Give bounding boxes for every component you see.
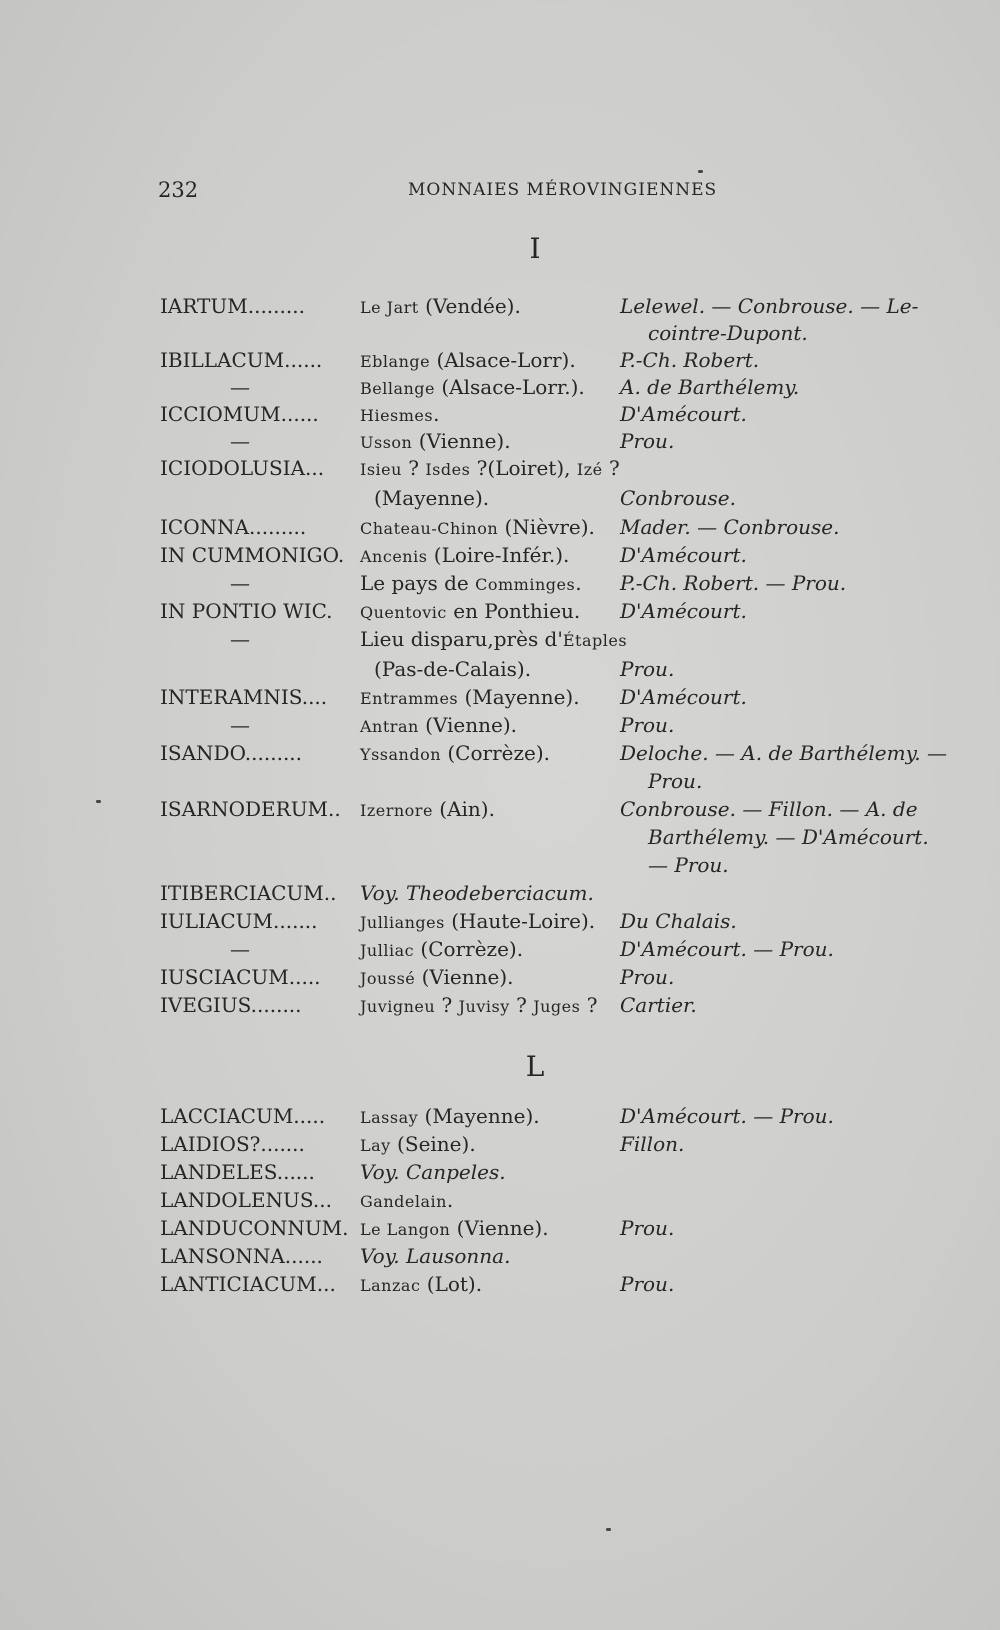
latin-name: ISANDO......... xyxy=(160,741,303,765)
section-heading-i: I xyxy=(529,232,541,265)
latin-name: IVEGIUS........ xyxy=(160,993,302,1017)
latin-name: ICCIOMUM...... xyxy=(160,402,319,426)
cross-reference: Voy. Lausonna. xyxy=(360,1244,511,1268)
place-text: Lieu disparu,près d' xyxy=(360,627,563,651)
place-text: (Alsace-Lorr.). xyxy=(435,375,585,399)
small-caps-name: Lassay xyxy=(360,1108,419,1127)
small-caps-name: Joussé xyxy=(360,969,416,988)
latin-name: IARTUM......... xyxy=(160,294,305,318)
latin-name: — xyxy=(230,713,250,737)
latin-name: IBILLACUM...... xyxy=(160,348,323,372)
references: D'Amécourt. — Prou. xyxy=(620,937,834,961)
place-text: (Vendée). xyxy=(418,294,521,318)
place-name xyxy=(360,1158,506,1186)
small-caps-name: Jullianges xyxy=(360,913,445,932)
references: D'Amécourt. xyxy=(620,402,747,426)
place-text: (Ain). xyxy=(432,797,495,821)
small-caps-name: Bellange xyxy=(360,379,436,398)
latin-name: IN CUMMONIGO. xyxy=(160,543,345,567)
entry-row xyxy=(0,1270,1000,1304)
references: Prou. xyxy=(648,769,703,793)
latin-name: IN PONTIO WIC. xyxy=(160,599,333,623)
latin-name: IUSCIACUM..... xyxy=(160,965,321,989)
place-text: (Vienne). xyxy=(418,713,518,737)
entry-row xyxy=(0,991,1000,1025)
small-caps-name: Chateau-Chinon xyxy=(360,519,499,538)
place-text: (Haute-Loire). xyxy=(444,909,596,933)
running-title: MONNAIES MÉROVINGIENNES xyxy=(408,180,718,200)
small-caps-name: Izé xyxy=(576,460,603,479)
references: D'Amécourt. xyxy=(620,599,747,623)
place-name xyxy=(360,1214,549,1244)
place-name xyxy=(360,711,517,741)
place-name xyxy=(360,935,523,965)
references: Du Chalais. xyxy=(620,909,737,933)
place-name: (Mayenne). xyxy=(374,486,490,510)
small-caps-name: Le Langon xyxy=(360,1220,451,1239)
place-name xyxy=(360,400,439,430)
small-caps-name: Isieu xyxy=(360,460,402,479)
paper-speck xyxy=(96,800,101,803)
small-caps-name: Quentovic xyxy=(360,603,447,622)
place-text: ? xyxy=(401,456,426,480)
place-name xyxy=(360,739,550,769)
small-caps-name: Yssandon xyxy=(360,745,442,764)
place-name: (Pas-de-Calais). xyxy=(374,657,532,681)
place-text: Le pays de xyxy=(360,571,476,595)
references: Prou. xyxy=(620,429,675,453)
latin-name: IULIACUM....... xyxy=(160,909,318,933)
place-text: (Loire-Infér.). xyxy=(427,543,570,567)
page-header xyxy=(158,178,718,208)
references: P.-Ch. Robert. xyxy=(620,348,760,372)
place-name xyxy=(360,513,595,543)
references: Prou. xyxy=(620,1216,675,1240)
references: P.-Ch. Robert. — Prou. xyxy=(620,571,847,595)
latin-name: INTERAMNIS.... xyxy=(160,685,328,709)
latin-name: — xyxy=(230,375,250,399)
place-name xyxy=(360,795,495,825)
place-name xyxy=(360,454,620,484)
place-text: (Vienne). xyxy=(450,1216,549,1240)
place-name xyxy=(360,991,597,1021)
references: — Prou. xyxy=(648,853,729,877)
place-name xyxy=(360,597,580,627)
small-caps-name: Hiesmes xyxy=(360,406,434,425)
references: D'Amécourt. xyxy=(620,543,747,567)
small-caps-name: Isdes xyxy=(425,460,471,479)
place-text: (Nièvre). xyxy=(498,515,595,539)
small-caps-name: Gandelain xyxy=(360,1192,447,1211)
references: Fillon. xyxy=(620,1132,685,1156)
place-name xyxy=(360,1186,453,1216)
references: Conbrouse. xyxy=(620,486,736,510)
place-name xyxy=(360,1130,476,1160)
small-caps-name: Eblange xyxy=(360,352,431,371)
latin-name: — xyxy=(230,937,250,961)
place-text: ? xyxy=(580,993,598,1017)
references: D'Amécourt. — Prou. xyxy=(620,1104,834,1128)
place-name xyxy=(360,373,585,403)
paper-speck xyxy=(698,170,703,173)
place-name xyxy=(360,963,514,993)
references: Mader. — Conbrouse. xyxy=(620,515,840,539)
latin-name: ICONNA......... xyxy=(160,515,307,539)
references: Prou. xyxy=(620,713,675,737)
place-text: (Corrèze). xyxy=(441,741,551,765)
paper-speck xyxy=(606,1528,611,1531)
small-caps-name: Antran xyxy=(360,717,419,736)
page-number: 232 xyxy=(158,178,199,202)
references: Barthélemy. — D'Amécourt. xyxy=(648,825,929,849)
latin-name: — xyxy=(230,429,250,453)
place-name xyxy=(360,569,582,599)
place-name xyxy=(360,1102,540,1132)
place-text: (Seine). xyxy=(390,1132,476,1156)
place-text: . xyxy=(575,571,582,595)
references: A. de Barthélemy. xyxy=(620,375,800,399)
cross-reference: Voy. Canpeles. xyxy=(360,1160,506,1184)
place-text: (Vienne). xyxy=(412,429,511,453)
place-name xyxy=(360,625,627,655)
entry-row xyxy=(0,625,1000,659)
place-text: ? xyxy=(509,993,534,1017)
references: cointre-Dupont. xyxy=(648,321,808,345)
place-name xyxy=(360,907,595,937)
entry-row xyxy=(0,454,1000,488)
place-text: . xyxy=(446,1188,454,1212)
latin-name: LAIDIOS?....... xyxy=(160,1132,305,1156)
latin-name: LANDELES...... xyxy=(160,1160,315,1184)
place-name xyxy=(360,541,569,571)
small-caps-name: Lay xyxy=(360,1136,391,1155)
place-name xyxy=(360,1242,510,1270)
latin-name: LANDOLENUS... xyxy=(160,1188,332,1212)
latin-name: LANDUCONNUM. xyxy=(160,1216,349,1240)
latin-name: — xyxy=(230,627,250,651)
place-text: (Lot). xyxy=(420,1272,483,1296)
small-caps-name: Ancenis xyxy=(360,547,428,566)
small-caps-name: Étaples xyxy=(562,631,628,650)
small-caps-name: Julliac xyxy=(360,941,415,960)
section-heading-l: L xyxy=(525,1050,545,1083)
small-caps-name: Juvigneu xyxy=(360,997,436,1016)
small-caps-name: Izernore xyxy=(360,801,433,820)
place-text: ? xyxy=(602,456,620,480)
references: Prou. xyxy=(620,1272,675,1296)
place-text: (Mayenne). xyxy=(418,1104,540,1128)
references: Prou. xyxy=(620,657,675,681)
place-text: (Mayenne). xyxy=(458,685,580,709)
small-caps-name: Usson xyxy=(360,433,413,452)
latin-name: — xyxy=(230,571,250,595)
references: Deloche. — A. de Barthélemy. — xyxy=(620,741,947,765)
place-name xyxy=(360,879,594,907)
place-name xyxy=(360,346,576,376)
place-text: ?(Loiret), xyxy=(470,456,577,480)
place-name xyxy=(360,427,511,457)
latin-name: ICIODOLUSIA... xyxy=(160,456,325,480)
place-text: en Ponthieu. xyxy=(446,599,581,623)
references: Cartier. xyxy=(620,993,697,1017)
latin-name: ITIBERCIACUM.. xyxy=(160,881,337,905)
place-name xyxy=(360,1270,482,1300)
place-text: (Vienne). xyxy=(415,965,514,989)
place-text: (Corrèze). xyxy=(414,937,524,961)
latin-name: LANTICIACUM... xyxy=(160,1272,336,1296)
references: Lelewel. — Conbrouse. — Le- xyxy=(620,294,919,318)
small-caps-name: Comminges xyxy=(475,575,576,594)
latin-name: LACCIACUM..... xyxy=(160,1104,326,1128)
references: Prou. xyxy=(620,965,675,989)
latin-name: LANSONNA...... xyxy=(160,1244,323,1268)
place-text: ? xyxy=(435,993,459,1017)
latin-name: ISARNODERUM.. xyxy=(160,797,341,821)
small-caps-name: Juges xyxy=(533,997,581,1016)
small-caps-name: Entrammes xyxy=(360,689,459,708)
references: D'Amécourt. xyxy=(620,685,747,709)
small-caps-name: Le Jart xyxy=(360,298,419,317)
place-text: . xyxy=(433,402,440,426)
small-caps-name: Lanzac xyxy=(360,1276,421,1295)
cross-reference: Voy. Theodeberciacum. xyxy=(360,881,594,905)
references: Conbrouse. — Fillon. — A. de xyxy=(620,797,918,821)
place-name xyxy=(360,292,521,322)
place-text: (Alsace-Lorr). xyxy=(430,348,576,372)
place-name xyxy=(360,683,580,713)
small-caps-name: Juvisy xyxy=(458,997,510,1016)
